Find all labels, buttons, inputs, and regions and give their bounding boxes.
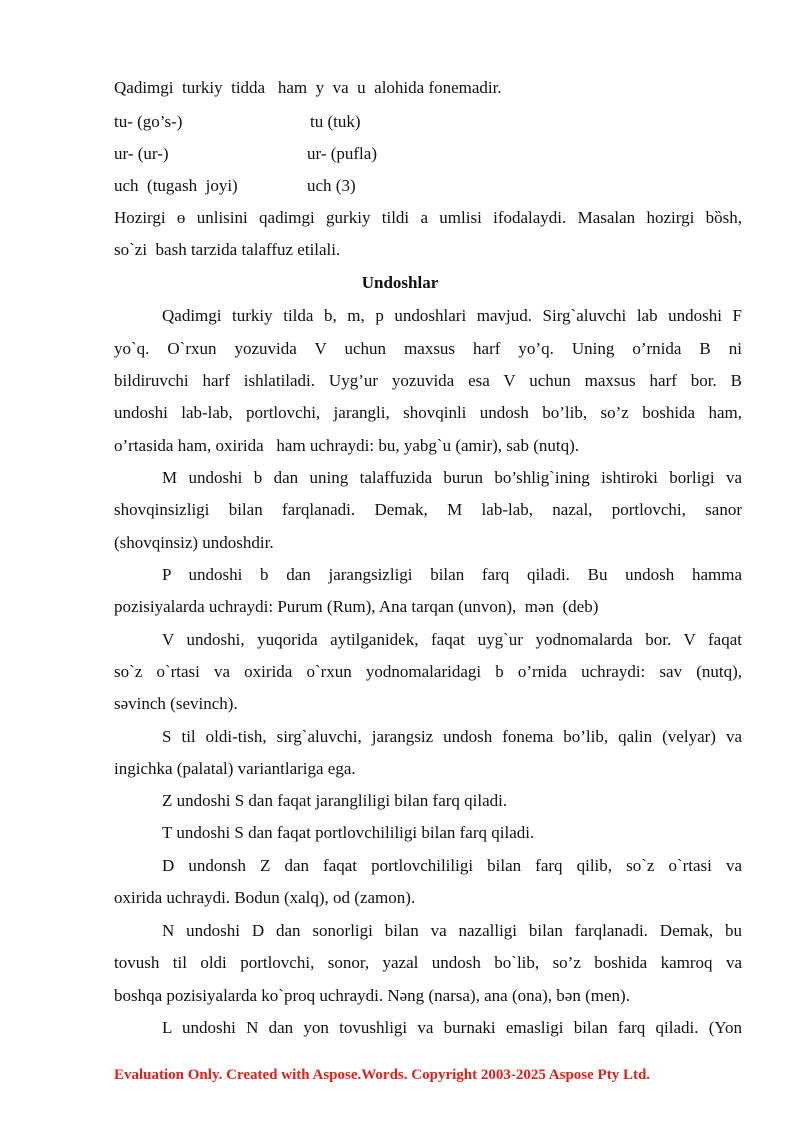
- text-line: so`zi bash tarzida talaffuz etilali.: [114, 240, 341, 259]
- text-line: o’rtasida ham, oxirida ham uchraydi: bu, yabg`u (amir), sab (nutq).: [114, 436, 580, 455]
- paragraph-first-line: Z undoshi S dan faqat jarangliligi bilan farq qiladi.: [162, 791, 508, 810]
- example-left: uch (tugash joyi): [114, 176, 238, 195]
- example-left: ur- (ur-): [114, 144, 169, 163]
- text-line: pozisiyalarda uchraydi: Purum (Rum), Ana tarqan (unvon), mən (deb): [114, 597, 599, 616]
- text-line: undoshi lab-lab, portlovchi, jarangli, shovqinli undosh bo’lib, so’z boshida ham,: [114, 403, 742, 422]
- paragraph-first-line: D undonsh Z dan faqat portlovchililigi bilan farq qilib, so`z o`rtasi va: [162, 856, 742, 875]
- example-right: tu (tuk): [310, 112, 361, 131]
- text-line: yo`q. O`rxun yozuvida V uchun maxsus harf yo’q. Uning o’rnida B ni: [114, 339, 742, 358]
- paragraph-first-line: P undoshi b dan jarangsizligi bilan farq qiladi. Bu undosh hamma: [162, 565, 742, 584]
- paragraph-first-line: M undoshi b dan uning talaffuzida burun bo’shlig`ining ishtiroki borligi va: [162, 468, 742, 487]
- text-line: boshqa pozisiyalarda ko`proq uchraydi. Nəng (narsa), ana (ona), bən (men).: [114, 986, 630, 1005]
- text-line: Hozirgi ɵ unlisini qadimgi gurkiy tildi a umlisi ifodalaydi. Masalan hozirgi bȍsh,: [114, 208, 742, 227]
- paragraph-first-line: V undoshi, yuqorida aytilganidek, faqat uyg`ur yodnomalarda bor. V faqat: [162, 630, 742, 649]
- text-line: (shovqinsiz) undoshdir.: [114, 533, 274, 552]
- text-line: ingichka (palatal) variantlariga ega.: [114, 759, 356, 778]
- paragraph-first-line: T undoshi S dan faqat portlovchililigi bilan farq qiladi.: [162, 823, 535, 842]
- intro-line: Qadimgi turkiy tidda ham y va u alohida fonemadir.: [114, 78, 502, 97]
- text-line: shovqinsizligi bilan farqlanadi. Demak, M lab-lab, nazal, portlovchi, sanor: [114, 500, 742, 519]
- paragraph-first-line: Qadimgi turkiy tilda b, m, p undoshlari mavjud. Sirg`aluvchi lab undoshi F: [162, 306, 742, 325]
- paragraph-first-line: L undoshi N dan yon tovushligi va burnaki emasligi bilan farq qiladi. (Yon: [162, 1018, 742, 1037]
- section-heading: Undoshlar: [361, 273, 439, 292]
- example-right: uch (3): [307, 176, 356, 195]
- paragraph-first-line: N undoshi D dan sonorligi bilan va nazalligi bilan farqlanadi. Demak, bu: [162, 921, 742, 940]
- example-right: ur- (pufla): [307, 144, 377, 163]
- text-line: səvinch (sevinch).: [114, 694, 238, 713]
- text-line: tovush til oldi portlovchi, sonor, yazal undosh bo`lib, so’z boshida kamroq va: [114, 953, 742, 972]
- text-line: so`z o`rtasi va oxirida o`rxun yodnomalaridagi b o’rnida uchraydi: sav (nutq),: [114, 662, 742, 681]
- text-line: oxirida uchraydi. Bodun (xalq), od (zamon).: [114, 888, 416, 907]
- paragraph-first-line: S til oldi-tish, sirg`aluvchi, jarangsiz undosh fonema bo’lib, qalin (velyar) va: [162, 727, 742, 746]
- example-left: tu- (go’s-): [114, 112, 183, 131]
- evaluation-watermark: Evaluation Only. Created with Aspose.Words. Copyright 2003-2025 Aspose Pty Ltd.: [114, 1067, 651, 1083]
- text-line: bildiruvchi harf ishlatiladi. Uyg’ur yozuvida esa V uchun maxsus harf bor. B: [114, 371, 742, 390]
